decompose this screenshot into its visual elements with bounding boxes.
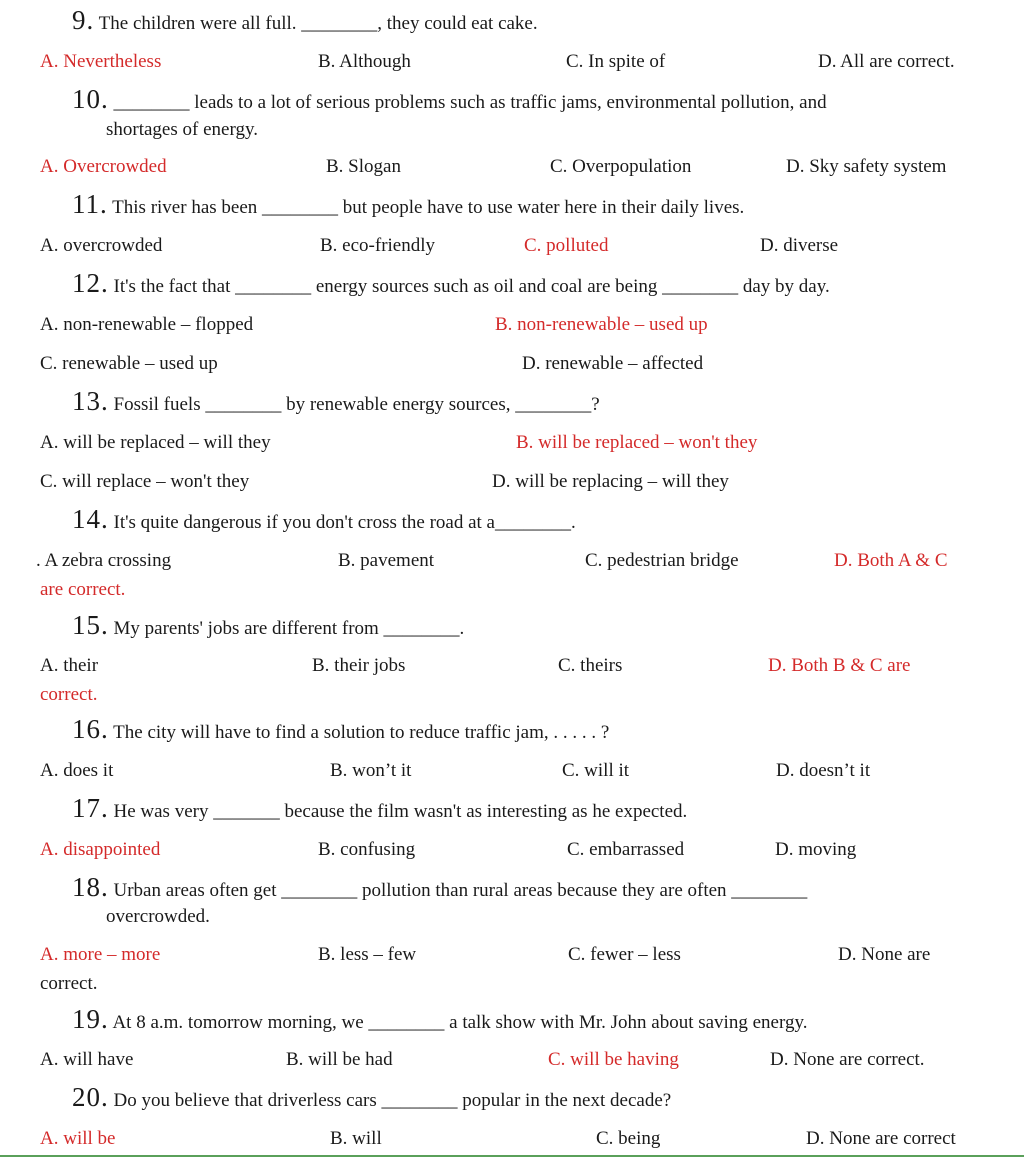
- question-text: Fossil fuels ________ by renewable energy sources, ________?: [113, 394, 600, 415]
- option-c: C. theirs: [558, 655, 623, 676]
- option-a: A. their: [40, 655, 99, 676]
- option-d-continued: correct.: [40, 973, 98, 994]
- option-b: B. pavement: [338, 550, 435, 571]
- option-b: B. less – few: [318, 944, 417, 965]
- option-d: D. doesn’t it: [776, 760, 871, 781]
- option-d: D. renewable – affected: [522, 353, 704, 374]
- option-a: A. more – more: [40, 944, 161, 965]
- question-16: 16. The city will have to find a solution to reduce traffic jam, . . . . . ?: [72, 714, 610, 744]
- question-text-continued: shortages of energy.: [106, 119, 258, 140]
- option-b: B. will be replaced – won't they: [516, 432, 758, 453]
- option-a: A. will be replaced – will they: [40, 432, 271, 453]
- option-b: B. Slogan: [326, 156, 401, 177]
- question-text-continued: overcrowded.: [106, 906, 210, 927]
- question-text: The children were all full. ________, they could eat cake.: [98, 13, 538, 34]
- option-c: C. will it: [562, 760, 630, 781]
- option-b: B. eco-friendly: [320, 235, 436, 256]
- question-text: He was very _______ because the film wasn't as interesting as he expected.: [113, 801, 688, 822]
- option-d: D. None are: [838, 944, 931, 965]
- option-a: A. does it: [40, 760, 114, 781]
- question-18: 18. Urban areas often get ________ pollution than rural areas because they are often ________: [72, 872, 808, 902]
- option-d: D. Sky safety system: [786, 156, 947, 177]
- option-d: D. None are correct.: [770, 1049, 925, 1070]
- question-text: The city will have to find a solution to reduce traffic jam, . . . . . ?: [113, 722, 610, 743]
- option-c: C. will replace – won't they: [40, 471, 250, 492]
- option-d-continued: are correct.: [40, 579, 126, 600]
- question-19: 19. At 8 a.m. tomorrow morning, we ________ a talk show with Mr. John about saving energy.: [72, 1004, 808, 1034]
- option-c: C. renewable – used up: [40, 353, 218, 374]
- option-d-continued: correct.: [40, 684, 98, 705]
- question-12: 12. It's the fact that ________ energy sources such as oil and coal are being ________ day by day.: [72, 268, 830, 298]
- question-text: Do you believe that driverless cars ________ popular in the next decade?: [113, 1090, 672, 1111]
- option-d: D. Both B & C are: [768, 655, 911, 676]
- option-b: B. won’t it: [330, 760, 412, 781]
- question-20: 20. Do you believe that driverless cars ________ popular in the next decade?: [72, 1082, 672, 1112]
- option-a: A. overcrowded: [40, 235, 163, 256]
- option-a: A. Nevertheless: [40, 51, 162, 72]
- question-text: Urban areas often get ________ pollution than rural areas because they are often ________: [113, 880, 808, 901]
- option-b: B. will: [330, 1128, 382, 1149]
- option-c: C. embarrassed: [567, 839, 685, 860]
- question-text: At 8 a.m. tomorrow morning, we ________ a talk show with Mr. John about saving energy.: [112, 1012, 808, 1033]
- option-c: C. polluted: [524, 235, 609, 256]
- option-a: A. will be: [40, 1128, 116, 1149]
- option-a: . A zebra crossing: [36, 550, 172, 571]
- option-d: D. diverse: [760, 235, 839, 256]
- question-15: 15. My parents' jobs are different from ________.: [72, 610, 465, 640]
- option-a: A. disappointed: [40, 839, 161, 860]
- question-10: 10. ________ leads to a lot of serious problems such as traffic jams, environmental pollution, and: [72, 84, 827, 114]
- question-text: This river has been ________ but people have to use water here in their daily lives.: [112, 197, 745, 218]
- option-b: B. Although: [318, 51, 411, 72]
- option-a: A. non-renewable – flopped: [40, 314, 254, 335]
- option-a: A. Overcrowded: [40, 156, 167, 177]
- question-text: ________ leads to a lot of serious problems such as traffic jams, environmental pollution, and: [113, 92, 827, 113]
- option-c: C. pedestrian bridge: [585, 550, 739, 571]
- option-a: A. will have: [40, 1049, 134, 1070]
- option-c: C. will be having: [548, 1049, 679, 1070]
- question-text: It's the fact that ________ energy sources such as oil and coal are being ________ day by day.: [113, 276, 830, 297]
- question-text: My parents' jobs are different from ________.: [113, 618, 465, 639]
- question-14: 14. It's quite dangerous if you don't cross the road at a________.: [72, 504, 576, 534]
- option-c: C. being: [596, 1128, 661, 1149]
- option-d: D. will be replacing – will they: [492, 471, 729, 492]
- bottom-rule: [0, 1155, 1024, 1157]
- question-11: 11. This river has been ________ but people have to use water here in their daily lives.: [72, 189, 745, 219]
- option-d: D. Both A & C: [834, 550, 948, 571]
- question-13: 13. Fossil fuels ________ by renewable energy sources, ________?: [72, 386, 600, 416]
- option-b: B. confusing: [318, 839, 416, 860]
- question-17: 17. He was very _______ because the film wasn't as interesting as he expected.: [72, 793, 688, 823]
- option-c: C. In spite of: [566, 51, 666, 72]
- option-b: B. will be had: [286, 1049, 393, 1070]
- option-c: C. fewer – less: [568, 944, 681, 965]
- option-b: B. their jobs: [312, 655, 406, 676]
- option-d: D. All are correct.: [818, 51, 955, 72]
- option-d: D. None are correct: [806, 1128, 956, 1149]
- option-d: D. moving: [775, 839, 857, 860]
- question-9: 9. The children were all full. ________, they could eat cake.: [72, 5, 538, 35]
- option-c: C. Overpopulation: [550, 156, 692, 177]
- option-b: B. non-renewable – used up: [495, 314, 708, 335]
- question-text: It's quite dangerous if you don't cross the road at a________.: [113, 512, 576, 533]
